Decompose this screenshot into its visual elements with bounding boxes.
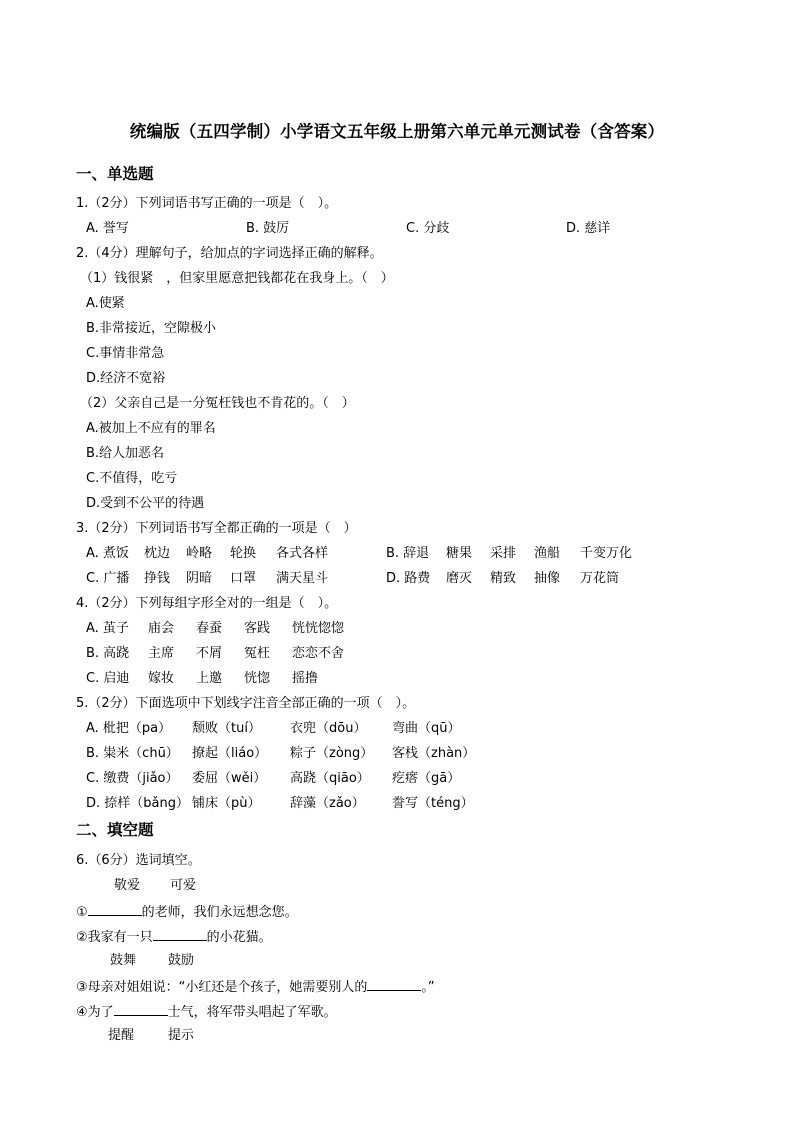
q4-c-word: 嫁妆 <box>148 671 175 686</box>
q4-c-word: 上邀 <box>196 671 223 686</box>
q4-b-word: 不屑 <box>196 646 223 661</box>
q6-sentence-2 <box>76 928 272 946</box>
q6-word-pair-3 <box>108 1028 194 1044</box>
q4-option-b <box>86 646 344 662</box>
page-title: 统编版（五四学制）小学语文五年级上册第六单元单元测试卷（含答案） <box>129 122 665 141</box>
q5-c-item: 委屈（wěi） <box>192 771 267 786</box>
q4-option-c <box>86 671 318 687</box>
question-1-stem: 1.（2分）下列词语书写正确的一项是（ ）。 <box>76 196 338 211</box>
q6-s2-prefix: ②我家有一只 <box>76 930 153 945</box>
q5-c-item: C. 缴费（jiǎo） <box>86 771 179 786</box>
q4-c-word: 恍惚 <box>244 671 271 686</box>
q6-sentence-3 <box>76 978 435 996</box>
q3-d-word: 抽像 <box>534 571 561 586</box>
q5-b-item: 撩起（liáo） <box>192 746 268 761</box>
q6-s4-suffix: 士气，将军带头唱起了军歌。 <box>167 1005 337 1020</box>
q6-word: 鼓舞 <box>110 953 137 968</box>
q6-blank-4[interactable] <box>114 1003 168 1016</box>
q3-d-word: 精致 <box>490 571 517 586</box>
q5-option-c <box>86 771 460 787</box>
q6-word: 可爱 <box>170 878 197 893</box>
q3-b-word: 糖果 <box>446 546 473 561</box>
q6-word-pair-2 <box>110 953 194 969</box>
q4-option-a <box>86 621 344 637</box>
q5-d-item: 铺床（pù） <box>192 796 261 811</box>
q1-option-d: D. 慈详 <box>566 221 611 236</box>
q3-c-word: 满天星斗 <box>276 571 329 586</box>
q5-b-item: 客栈（zhàn） <box>392 746 476 761</box>
q6-word: 提示 <box>168 1028 195 1043</box>
q3-a-word: 岭略 <box>186 546 213 561</box>
q5-d-item: 辞藻（zǎo） <box>290 796 365 811</box>
q5-a-item: 弯曲（qū） <box>392 721 461 736</box>
q1-option-c: C. 分歧 <box>406 221 450 236</box>
question-4-stem: 4.（2分）下列每组字形全对的一组是（ ）。 <box>76 596 338 611</box>
q2-sub1-option-b: B.非常接近，空隙极小 <box>86 321 217 336</box>
q4-a-word: 春蚕 <box>196 621 223 636</box>
q6-word: 提醒 <box>108 1028 135 1043</box>
q3-option-d <box>386 571 619 587</box>
q3-d-word: D. 路费 <box>386 571 431 586</box>
q3-a-word: 各式各样 <box>276 546 329 561</box>
q3-c-word: 口罩 <box>230 571 257 586</box>
q2-sub1-option-d: D.经济不宽裕 <box>86 371 166 386</box>
q3-c-word: 阴暗 <box>186 571 213 586</box>
q5-b-item: B. 粜米（chū） <box>86 746 179 761</box>
q5-b-item: 粽子（zòng） <box>290 746 374 761</box>
q3-b-word: 千变万化 <box>580 546 633 561</box>
q1-option-b: B. 鼓厉 <box>246 221 290 236</box>
q4-b-word: 恋恋不舍 <box>292 646 345 661</box>
q2-sub1-option-a: A.使紧 <box>86 296 125 311</box>
q5-c-item: 高跷（qiāo） <box>290 771 370 786</box>
q6-s3-suffix: 。” <box>421 980 435 995</box>
q2-sub2: （2）父亲自己是一分冤枉钱也不肯花的。（ ） <box>80 396 355 411</box>
q2-sub2-option-a: A.被加上不应有的罪名 <box>86 421 216 436</box>
q4-b-word: B. 高跷 <box>86 646 130 661</box>
q3-c-word: C. 广播 <box>86 571 130 586</box>
q3-a-word: 轮换 <box>230 546 257 561</box>
question-6-stem: 6.（6分）选词填空。 <box>76 853 201 868</box>
q5-a-item: A. 枇把（pa） <box>86 721 172 736</box>
q5-d-item: D. 捺样（bǎng） <box>86 796 189 811</box>
q5-a-item: 衣兜（dōu） <box>290 721 367 736</box>
q4-c-word: C. 启迪 <box>86 671 130 686</box>
q4-b-word: 冤枉 <box>244 646 271 661</box>
q5-a-item: 颓败（tuí） <box>192 721 261 736</box>
q4-b-word: 主席 <box>148 646 175 661</box>
q3-a-word: 枕边 <box>144 546 171 561</box>
q4-a-word: 恍恍惚惚 <box>292 621 345 636</box>
q3-b-word: 渔船 <box>534 546 561 561</box>
q6-blank-2[interactable] <box>153 928 207 941</box>
q6-s2-suffix: 的小花猫。 <box>206 930 272 945</box>
q4-a-word: 庙会 <box>148 621 175 636</box>
q2-sub1-option-c: C.事情非常急 <box>86 346 165 361</box>
q3-d-word: 磨灭 <box>446 571 473 586</box>
q3-b-word: 采排 <box>490 546 517 561</box>
question-5-stem: 5.（2分）下面选项中下划线字注音全部正确的一项（ ）。 <box>76 696 416 711</box>
q1-option-a: A. 誉写 <box>86 221 129 236</box>
q2-sub2-option-b: B.给人加恶名 <box>86 446 165 461</box>
q2-sub2-option-d: D.受到不公平的待遇 <box>86 496 205 511</box>
q3-c-word: 挣钱 <box>144 571 171 586</box>
q3-d-word: 万花筒 <box>580 571 620 586</box>
q3-b-word: B. 辞退 <box>386 546 430 561</box>
q4-a-word: 客践 <box>244 621 271 636</box>
q4-c-word: 摇撸 <box>292 671 319 686</box>
q3-a-word: A. 煮饭 <box>86 546 129 561</box>
q3-option-c <box>86 571 328 587</box>
q6-blank-1[interactable] <box>88 903 142 916</box>
q5-option-b <box>86 746 475 762</box>
q5-d-item: 誊写（téng） <box>392 796 474 811</box>
q6-s3-prefix: ③母亲对姐姐说：“小红还是个孩子，她需要别人的 <box>76 980 368 995</box>
section-heading-single-choice: 一、单选题 <box>76 165 154 183</box>
q3-option-a <box>86 546 328 562</box>
q6-word: 敬爱 <box>114 878 141 893</box>
q6-s1-suffix: 的老师，我们永远想念您。 <box>141 905 298 920</box>
q2-sub2-option-c: C.不值得，吃亏 <box>86 471 178 486</box>
question-3-stem: 3.（2分）下列词语书写全都正确的一项是（ ） <box>76 521 357 536</box>
q6-sentence-4 <box>76 1003 337 1021</box>
q6-s1-prefix: ① <box>76 905 88 920</box>
q5-option-d <box>86 796 474 812</box>
q5-option-a <box>86 721 461 737</box>
q2-sub1: （1）钱很紧 ，但家里愿意把钱都花在我身上。（ ） <box>80 271 394 286</box>
q4-a-word: A. 茧子 <box>86 621 129 636</box>
q5-c-item: 疙瘩（gā） <box>392 771 461 786</box>
q6-s4-prefix: ④为了 <box>76 1005 114 1020</box>
q6-blank-3[interactable] <box>367 978 421 991</box>
q6-word-pair-1 <box>114 878 196 894</box>
q6-sentence-1 <box>76 903 298 921</box>
question-2-stem: 2.（4分）理解句子，给加点的字词选择正确的解释。 <box>76 246 383 261</box>
q3-option-b <box>386 546 632 562</box>
q6-word: 鼓励 <box>168 953 195 968</box>
section-heading-fill-blank: 二、填空题 <box>76 821 154 839</box>
